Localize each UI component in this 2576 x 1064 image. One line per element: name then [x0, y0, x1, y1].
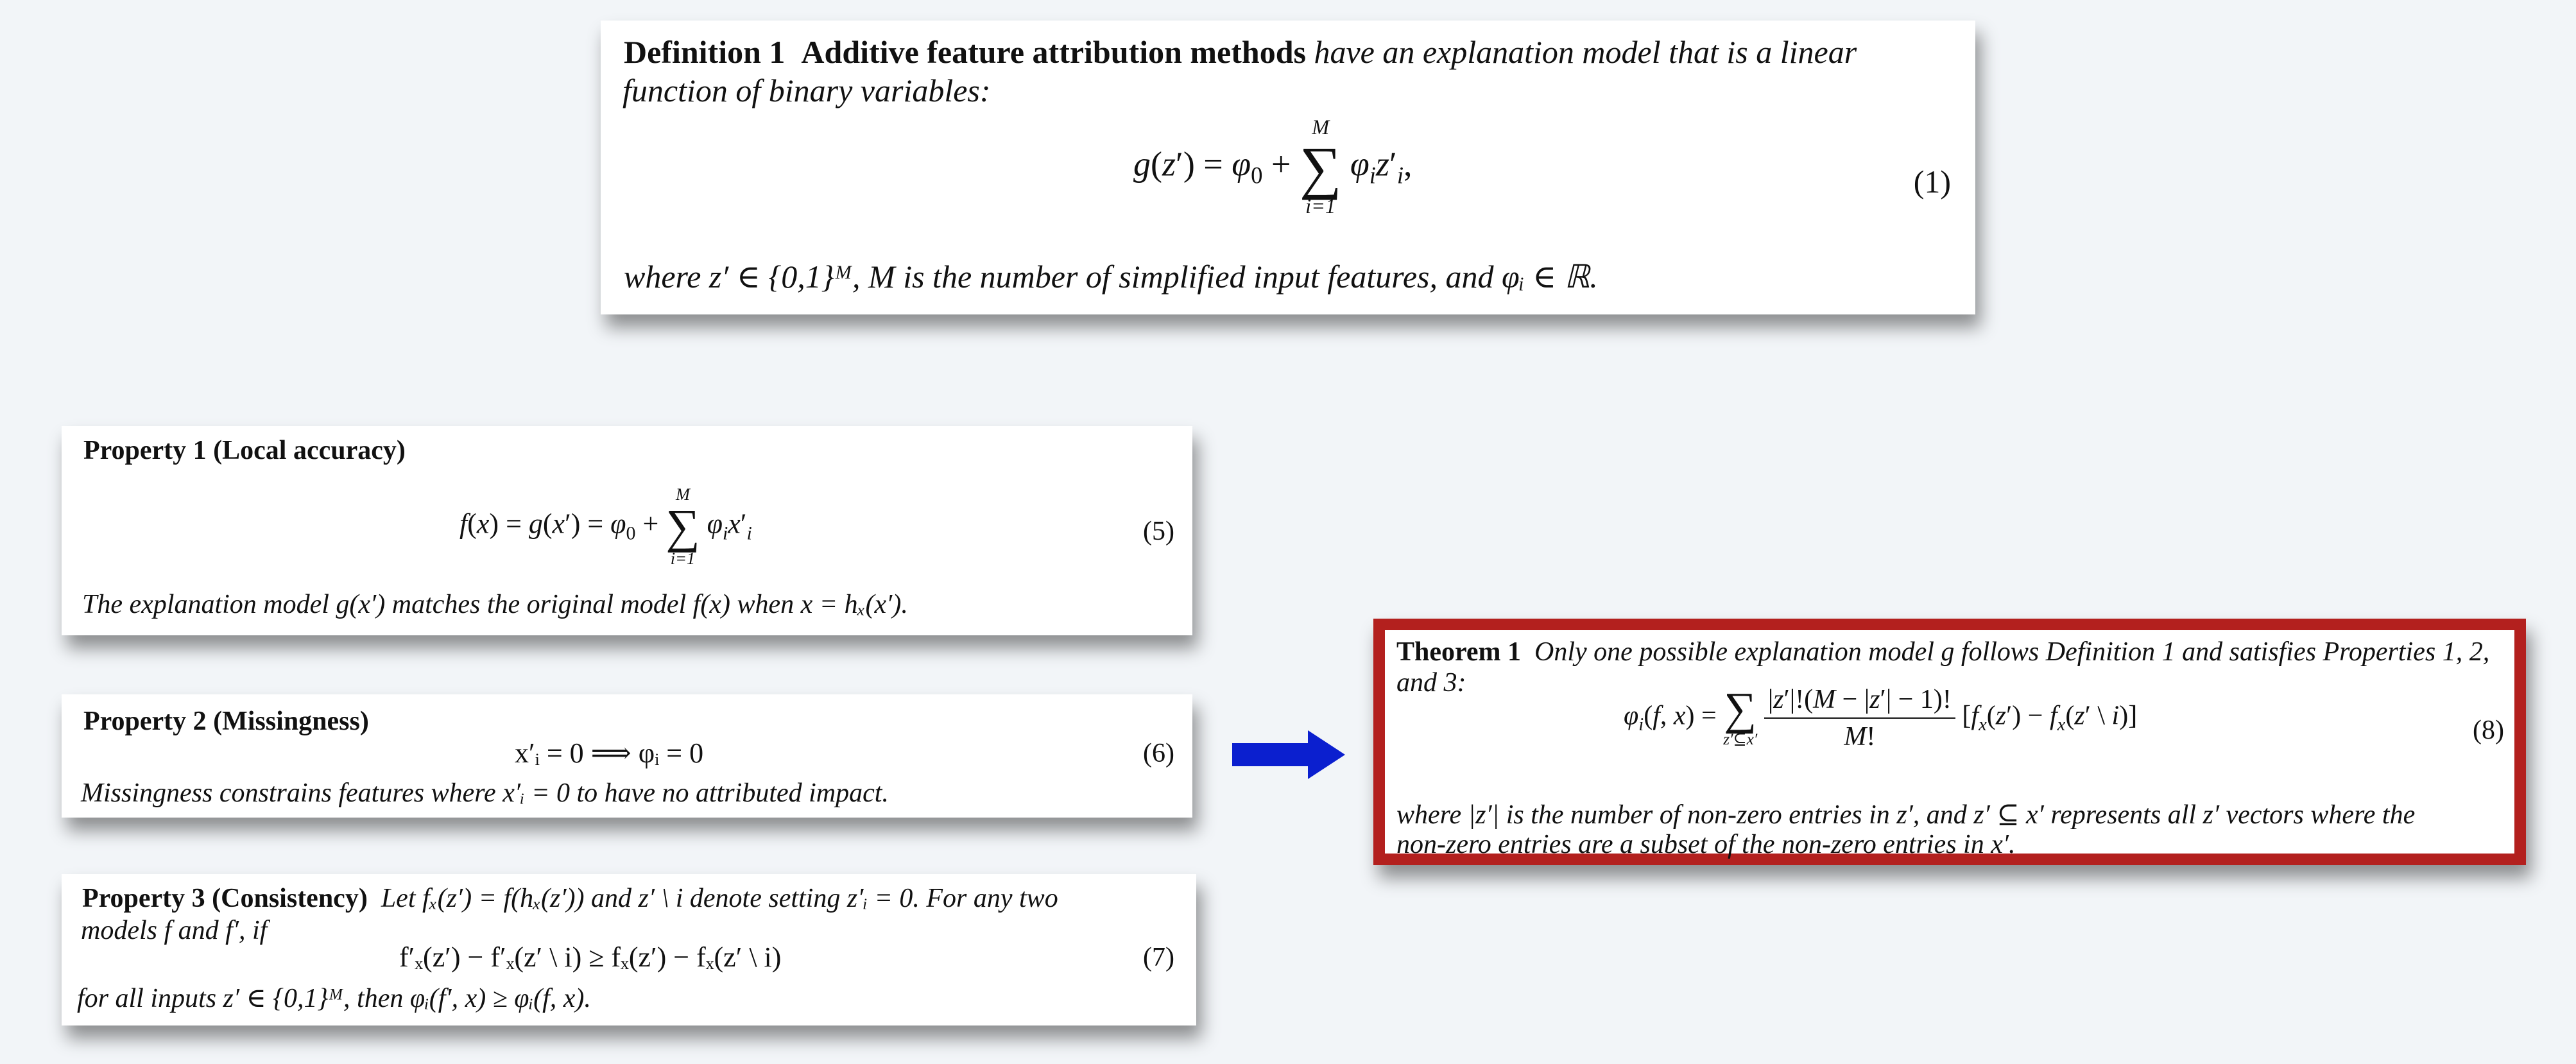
- property3-text-3: for all inputs z′ ∈ {0,1}ᴹ, then φᵢ(f′, x) ≥ φᵢ(f, x).: [77, 984, 591, 1013]
- definition-line-1: [624, 33, 1857, 71]
- property2-equation: x′ᵢ = 0 ⟹ φᵢ = 0: [515, 737, 704, 769]
- property1-eq-number: (5): [1143, 517, 1174, 546]
- theorem-text-4: non-zero entries are a subset of the non-zero entries in x′.: [1396, 830, 2016, 859]
- definition-title: Additive feature attribution methods: [801, 34, 1306, 70]
- right-arrow-icon: [1232, 730, 1345, 779]
- property2-title: Property 2 (Missingness): [83, 707, 369, 736]
- property3-title: Property 3 (Consistency): [82, 884, 368, 913]
- property3-card: [62, 874, 1196, 1025]
- definition-eq-number: (1): [1913, 164, 1951, 200]
- property1-text: The explanation model g(x′) matches the original model f(x) when x = hₓ(x′).: [82, 590, 908, 619]
- arrow-shape: [1232, 730, 1345, 779]
- property3-text-2: models f and f′, if: [81, 916, 268, 945]
- definition-text-2: function of binary variables:: [623, 73, 991, 108]
- theorem-line-1: [1396, 637, 2489, 667]
- property1-equation: $f(x) = g(x') = \varphi_0$ + M ∑ i=1 $\varphi_ix'_i$: [459, 485, 752, 569]
- property3-eq-number: (7): [1143, 943, 1174, 972]
- theorem-text-3: where |z′| is the number of non-zero entries in z′, and z′ ⊆ x′ represents all z′ vectors where the: [1396, 800, 2416, 830]
- property1-title: Property 1 (Local accuracy): [83, 436, 406, 465]
- property3-line-1: [82, 883, 1058, 914]
- theorem-text-1: Only one possible explanation model g follows Definition 1 and satisfies Properties 1, 2,: [1534, 637, 2490, 667]
- definition-card: [601, 21, 1975, 314]
- property2-text: Missingness constrains features where x′ᵢ = 0 to have no attributed impact.: [81, 778, 889, 808]
- definition-where-text: where z′ ∈ {0,1}ᴹ, M is the number of simplified input features, and φᵢ ∈ ℝ.: [624, 259, 1598, 295]
- property3-equation: f′ₓ(z′) − f′ₓ(z′ \ i) ≥ fₓ(z′) − fₓ(z′ \ i): [399, 941, 782, 973]
- definition-text-1: have an explanation model that is a linear: [1314, 34, 1857, 70]
- theorem-eq-number: (8): [2473, 716, 2504, 745]
- theorem-heading: Theorem 1: [1396, 637, 1522, 667]
- theorem-equation: $\varphi_i(f$, x) = ∑ z′⊆x′ $\frac{|z'|!(M - |z'| - 1)!}{M!}$ [$f_x(z') - f_x(z'$ \ i)]: [1624, 683, 2138, 751]
- theorem-card: [1373, 619, 2526, 865]
- property1-card: [62, 426, 1192, 635]
- property2-card: [62, 694, 1192, 818]
- definition-equation: $g(z') = \varphi_0$ + M ∑ i=1 $\varphi_iz'_i$,: [1133, 116, 1413, 218]
- property3-text-1: Let fₓ(z′) = f(hₓ(z′)) and z′ \ i denote setting z′ᵢ = 0. For any two: [381, 884, 1058, 913]
- theorem-text-2: and 3:: [1396, 668, 1466, 698]
- definition-heading: Definition 1: [624, 34, 786, 70]
- property2-eq-number: (6): [1143, 739, 1174, 768]
